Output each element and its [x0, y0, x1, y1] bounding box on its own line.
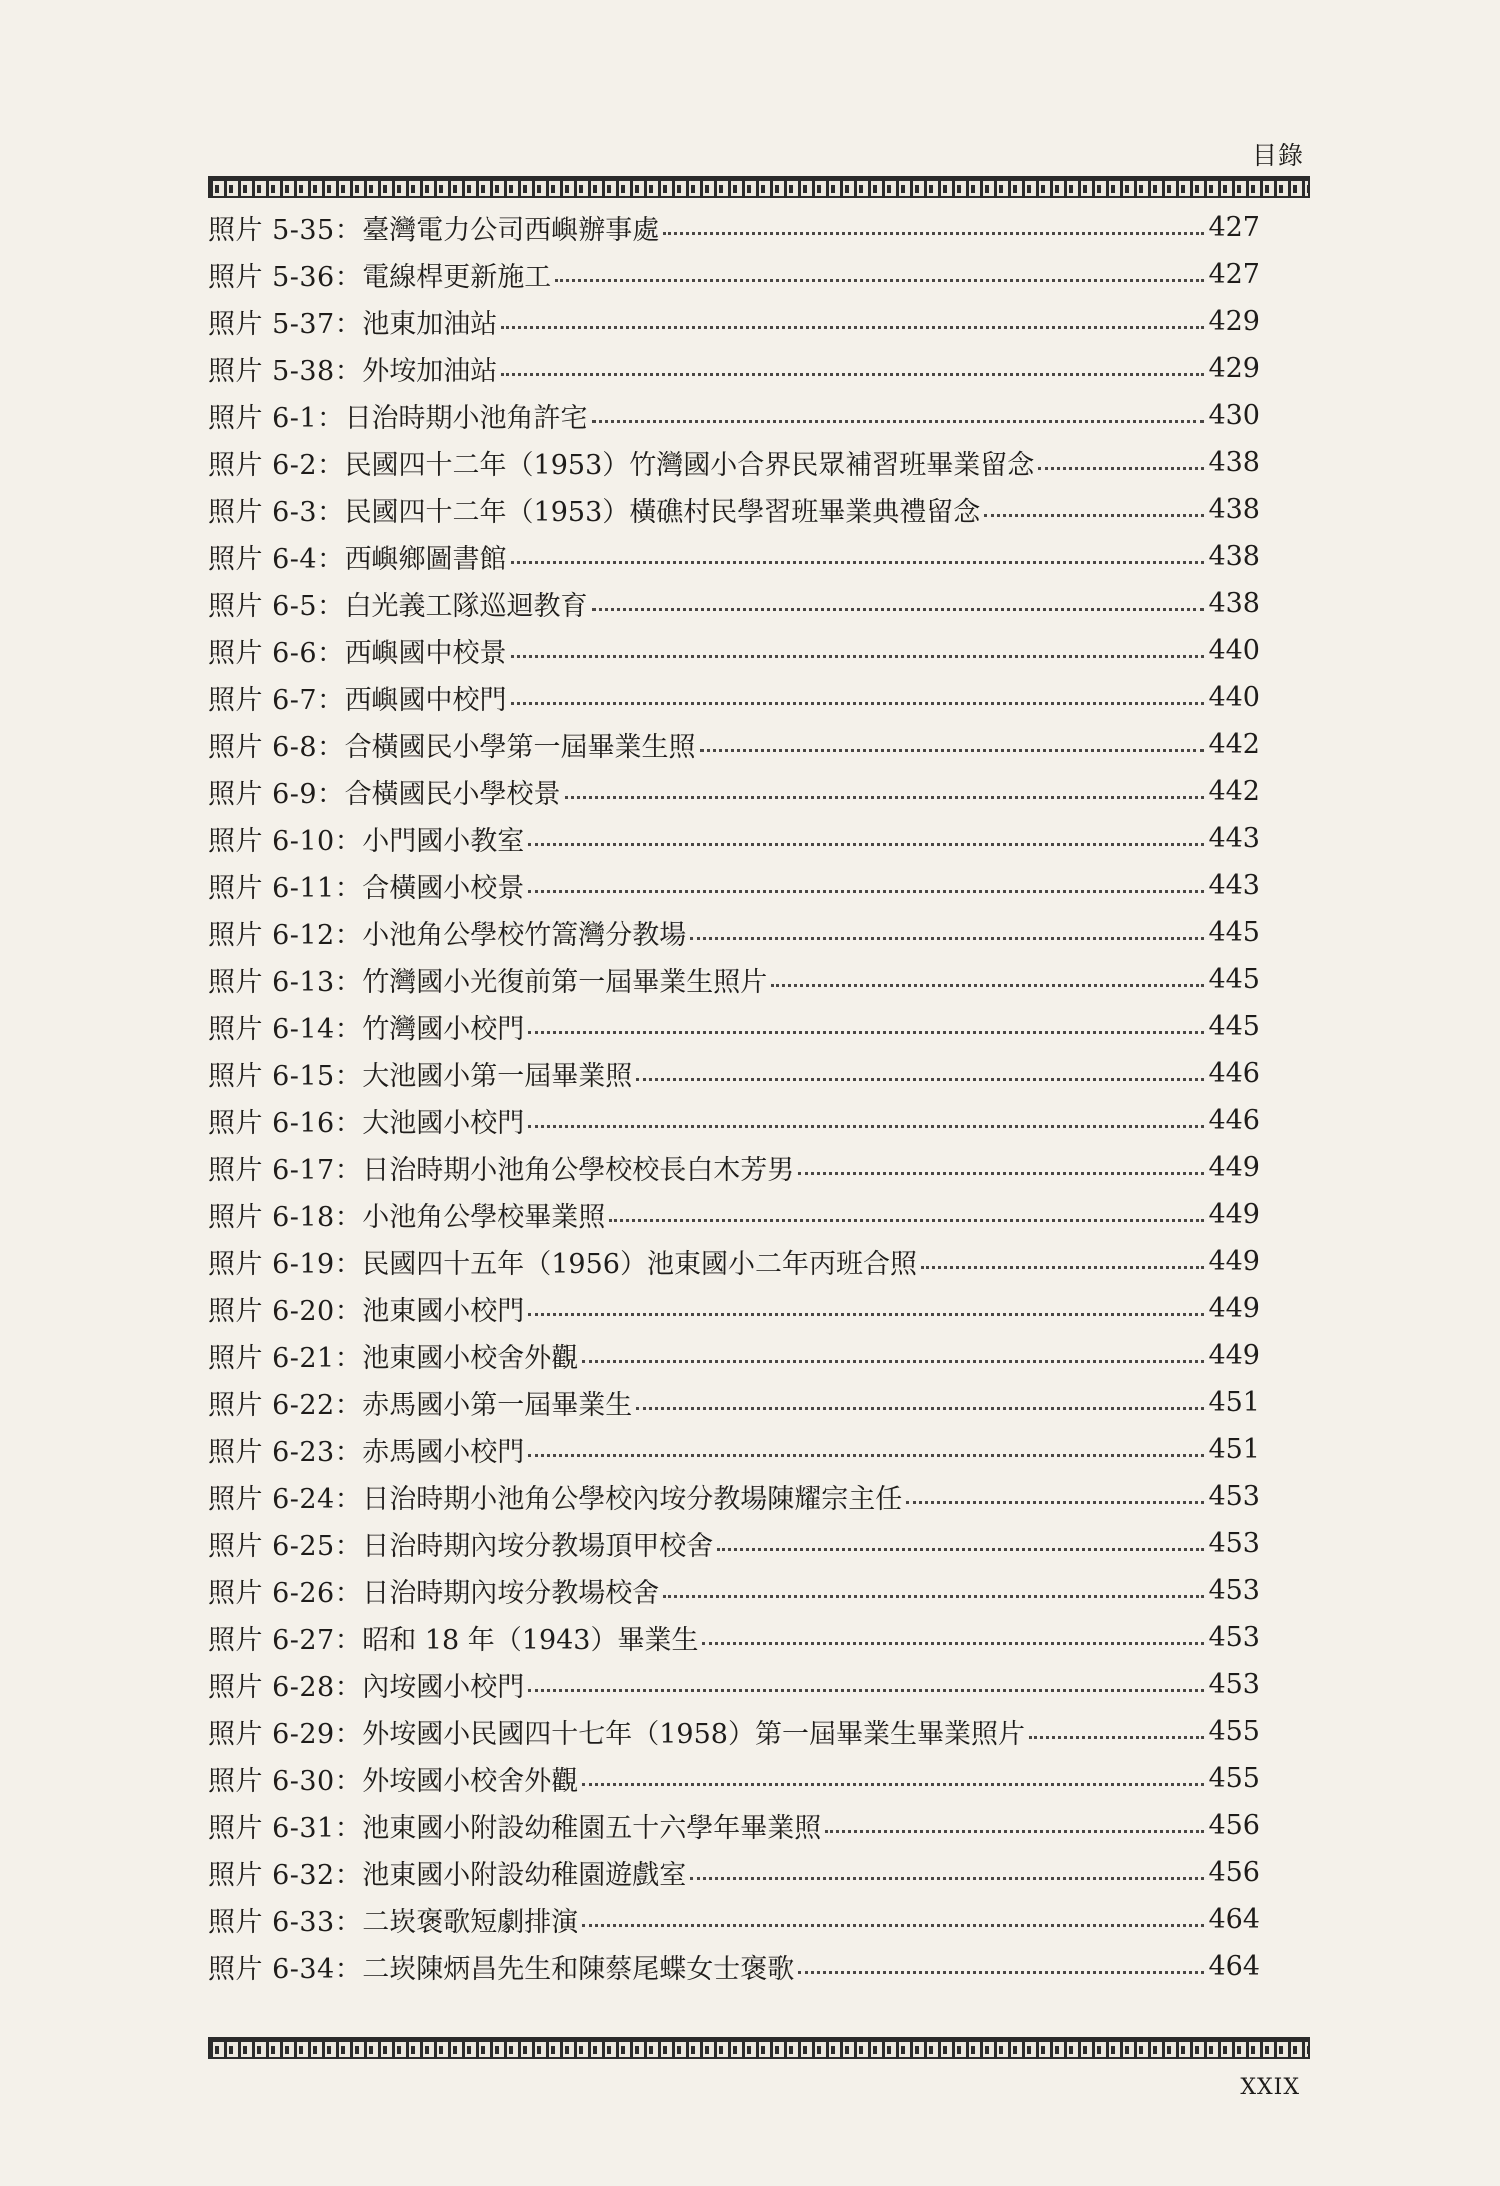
toc-entry: [208, 1003, 1260, 1050]
toc-entry-label: 照片 6-7：: [208, 685, 345, 716]
toc-entry-label: 照片 6-2：: [208, 450, 345, 481]
toc-entry: [208, 1144, 1260, 1191]
toc-entry-title: 日治時期小池角許宅: [344, 403, 588, 434]
toc-entry: [208, 392, 1260, 439]
dot-leader: [528, 1125, 1204, 1128]
toc-entry-label: 照片 6-32：: [208, 1860, 363, 1891]
toc-entry-title: 赤馬國小第一屆畢業生: [362, 1390, 633, 1421]
toc-entry: [208, 345, 1260, 392]
toc-entry-page: 438: [1208, 588, 1260, 619]
dot-leader: [663, 232, 1204, 235]
toc-entry-label: 照片 6-26：: [208, 1578, 363, 1609]
toc-entry-label: 照片 6-19：: [208, 1249, 363, 1280]
dot-leader: [511, 702, 1205, 705]
toc-entry-label: 照片 6-27：: [208, 1625, 363, 1656]
toc-entry-page: 438: [1208, 447, 1260, 478]
dot-leader: [1029, 1736, 1204, 1739]
toc-entry-label: 照片 6-25：: [208, 1531, 363, 1562]
toc-entry: [208, 1567, 1260, 1614]
toc-entry-label: 照片 5-38：: [208, 356, 363, 387]
toc-entry-label: 照片 6-17：: [208, 1155, 363, 1186]
dot-leader: [555, 279, 1204, 282]
toc-entry-page: 453: [1208, 1575, 1260, 1606]
dot-leader: [700, 749, 1205, 752]
dot-leader: [511, 655, 1205, 658]
dot-leader: [528, 843, 1204, 846]
toc-entry-label: 照片 6-13：: [208, 967, 363, 998]
toc-entry-label: 照片 6-29：: [208, 1719, 363, 1750]
toc-entry-title: 白光義工隊巡迴教育: [344, 591, 588, 622]
toc-entry: [208, 1708, 1260, 1755]
toc-entry-title: 日治時期內垵分教場校舍: [362, 1578, 660, 1609]
dot-leader: [1038, 467, 1204, 470]
toc-entry: [208, 862, 1260, 909]
toc-entry-label: 照片 6-30：: [208, 1766, 363, 1797]
toc-entry-title: 合橫國民小學第一屆畢業生照: [344, 732, 696, 763]
toc-entry-page: 438: [1208, 494, 1260, 525]
toc-entry-label: 照片 6-1：: [208, 403, 345, 434]
dot-leader: [501, 326, 1204, 329]
toc-entry-page: 440: [1208, 635, 1260, 666]
page-number: XXIX: [1240, 2075, 1300, 2100]
dot-leader: [690, 937, 1204, 940]
dot-leader: [511, 561, 1205, 564]
toc-entry: [208, 627, 1260, 674]
toc-entry: [208, 1285, 1260, 1332]
toc-entry-title: 外垵加油站: [362, 356, 498, 387]
toc-entry: [208, 1379, 1260, 1426]
toc-entry-page: 443: [1208, 823, 1260, 854]
toc-entry-title: 池東國小附設幼稚園五十六學年畢業照: [362, 1813, 822, 1844]
toc-entry-label: 照片 6-28：: [208, 1672, 363, 1703]
toc-entry: [208, 580, 1260, 627]
toc-entry-label: 照片 6-4：: [208, 544, 345, 575]
toc-entry: [208, 1332, 1260, 1379]
table-of-contents: [208, 204, 1260, 1990]
toc-entry-label: 照片 5-37：: [208, 309, 363, 340]
toc-entry-page: 449: [1208, 1246, 1260, 1277]
toc-entry-title: 民國四十二年（1953）橫礁村民學習班畢業典禮留念: [344, 497, 981, 528]
dot-leader: [528, 1689, 1204, 1692]
toc-entry-title: 昭和 18 年（1943）畢業生: [362, 1625, 699, 1656]
toc-entry-title: 臺灣電力公司西嶼辦事處: [362, 215, 660, 246]
toc-entry-title: 竹灣國小校門: [362, 1014, 525, 1045]
toc-entry-label: 照片 6-6：: [208, 638, 345, 669]
toc-entry: [208, 1802, 1260, 1849]
toc-entry: [208, 1238, 1260, 1285]
toc-entry-title: 西嶼國中校景: [344, 638, 507, 669]
toc-entry-title: 外垵國小校舍外觀: [362, 1766, 579, 1797]
toc-entry-title: 民國四十二年（1953）竹灣國小合界民眾補習班畢業留念: [344, 450, 1035, 481]
dot-leader: [702, 1642, 1204, 1645]
toc-entry-label: 照片 6-23：: [208, 1437, 363, 1468]
dot-leader: [528, 890, 1204, 893]
dot-leader: [582, 1360, 1204, 1363]
toc-entry-page: 427: [1208, 259, 1260, 290]
toc-entry: [208, 1473, 1260, 1520]
toc-entry-page: 455: [1208, 1763, 1260, 1794]
toc-entry-page: 446: [1208, 1058, 1260, 1089]
toc-entry-page: 453: [1208, 1481, 1260, 1512]
toc-entry-title: 合橫國小校景: [362, 873, 525, 904]
toc-entry-title: 日治時期內垵分教場頂甲校舍: [362, 1531, 714, 1562]
toc-entry-label: 照片 6-16：: [208, 1108, 363, 1139]
toc-entry: [208, 909, 1260, 956]
toc-entry-page: 443: [1208, 870, 1260, 901]
toc-entry: [208, 533, 1260, 580]
toc-entry-label: 照片 5-35：: [208, 215, 363, 246]
dot-leader: [582, 1783, 1204, 1786]
toc-entry-page: 449: [1208, 1340, 1260, 1371]
toc-entry-page: 449: [1208, 1293, 1260, 1324]
toc-entry-page: 464: [1208, 1951, 1260, 1982]
dot-leader: [798, 1971, 1204, 1974]
decorative-border-top: [208, 176, 1310, 198]
toc-entry-title: 池東國小附設幼稚園遊戲室: [362, 1860, 687, 1891]
toc-entry-page: 442: [1208, 776, 1260, 807]
dot-leader: [582, 1924, 1204, 1927]
toc-entry: [208, 674, 1260, 721]
toc-entry-title: 二崁褒歌短劇排演: [362, 1907, 579, 1938]
dot-leader: [592, 608, 1205, 611]
toc-entry: [208, 1661, 1260, 1708]
toc-entry-label: 照片 6-14：: [208, 1014, 363, 1045]
toc-entry-label: 照片 6-31：: [208, 1813, 363, 1844]
dot-leader: [906, 1501, 1204, 1504]
toc-entry-label: 照片 6-8：: [208, 732, 345, 763]
dot-leader: [717, 1548, 1204, 1551]
toc-entry-page: 453: [1208, 1622, 1260, 1653]
toc-entry: [208, 1520, 1260, 1567]
header-title: 目錄: [1251, 141, 1304, 170]
toc-entry-page: 446: [1208, 1105, 1260, 1136]
toc-entry: [208, 1097, 1260, 1144]
toc-entry-page: 429: [1208, 306, 1260, 337]
toc-entry-label: 照片 6-22：: [208, 1390, 363, 1421]
toc-entry: [208, 251, 1260, 298]
toc-entry-label: 照片 6-20：: [208, 1296, 363, 1327]
toc-entry-page: 451: [1208, 1434, 1260, 1465]
toc-entry-page: 445: [1208, 917, 1260, 948]
toc-entry-page: 453: [1208, 1528, 1260, 1559]
toc-entry-title: 合橫國民小學校景: [344, 779, 561, 810]
toc-entry-page: 456: [1208, 1810, 1260, 1841]
dot-leader: [565, 796, 1205, 799]
toc-entry: [208, 768, 1260, 815]
toc-entry-label: 照片 5-36：: [208, 262, 363, 293]
toc-entry-label: 照片 6-5：: [208, 591, 345, 622]
toc-entry-label: 照片 6-24：: [208, 1484, 363, 1515]
toc-entry-page: 445: [1208, 1011, 1260, 1042]
toc-entry: [208, 1050, 1260, 1097]
toc-entry-title: 民國四十五年（1956）池東國小二年丙班合照: [362, 1249, 917, 1280]
toc-entry-label: 照片 6-9：: [208, 779, 345, 810]
dot-leader: [921, 1266, 1204, 1269]
toc-entry-title: 池東國小校門: [362, 1296, 525, 1327]
toc-entry-title: 二崁陳炳昌先生和陳蔡尾蝶女士褒歌: [362, 1954, 795, 1985]
toc-entry-title: 外垵國小民國四十七年（1958）第一屆畢業生畢業照片: [362, 1719, 1025, 1750]
toc-entry-title: 池東國小校舍外觀: [362, 1343, 579, 1374]
toc-entry-label: 照片 6-11：: [208, 873, 363, 904]
dot-leader: [798, 1172, 1204, 1175]
dot-leader: [690, 1877, 1204, 1880]
toc-entry: [208, 1426, 1260, 1473]
toc-entry-page: 430: [1208, 400, 1260, 431]
toc-entry-title: 小池角公學校竹篙灣分教場: [362, 920, 687, 951]
decorative-border-bottom: [208, 2037, 1310, 2059]
toc-entry: [208, 815, 1260, 862]
dot-leader: [984, 514, 1204, 517]
toc-entry-title: 西嶼鄉圖書館: [344, 544, 507, 575]
toc-entry-title: 日治時期小池角公學校校長白木芳男: [362, 1155, 795, 1186]
toc-entry-page: 429: [1208, 353, 1260, 384]
toc-entry-title: 大池國小第一屆畢業照: [362, 1061, 633, 1092]
toc-entry-page: 451: [1208, 1387, 1260, 1418]
toc-entry-page: 440: [1208, 682, 1260, 713]
toc-entry-title: 赤馬國小校門: [362, 1437, 525, 1468]
toc-entry-page: 427: [1208, 212, 1260, 243]
toc-entry-label: 照片 6-15：: [208, 1061, 363, 1092]
toc-entry-page: 464: [1208, 1904, 1260, 1935]
toc-entry: [208, 956, 1260, 1003]
dot-leader: [636, 1078, 1204, 1081]
toc-entry-title: 大池國小校門: [362, 1108, 525, 1139]
dot-leader: [636, 1407, 1204, 1410]
toc-entry-page: 438: [1208, 541, 1260, 572]
toc-entry-label: 照片 6-3：: [208, 497, 345, 528]
dot-leader: [528, 1031, 1204, 1034]
toc-entry: [208, 486, 1260, 533]
toc-entry-page: 442: [1208, 729, 1260, 760]
toc-entry: [208, 1614, 1260, 1661]
toc-entry-page: 456: [1208, 1857, 1260, 1888]
toc-entry-title: 小池角公學校畢業照: [362, 1202, 606, 1233]
dot-leader: [592, 420, 1205, 423]
toc-entry-label: 照片 6-18：: [208, 1202, 363, 1233]
toc-entry: [208, 1849, 1260, 1896]
dot-leader: [528, 1313, 1204, 1316]
dot-leader: [528, 1454, 1204, 1457]
toc-entry: [208, 439, 1260, 486]
toc-entry-title: 電線桿更新施工: [362, 262, 552, 293]
toc-entry-title: 竹灣國小光復前第一屆畢業生照片: [362, 967, 768, 998]
toc-entry-page: 449: [1208, 1152, 1260, 1183]
toc-entry-title: 西嶼國中校門: [344, 685, 507, 716]
toc-entry-page: 449: [1208, 1199, 1260, 1230]
toc-entry-label: 照片 6-21：: [208, 1343, 363, 1374]
toc-entry-title: 內垵國小校門: [362, 1672, 525, 1703]
toc-entry: [208, 721, 1260, 768]
dot-leader: [825, 1830, 1204, 1833]
dot-leader: [663, 1595, 1204, 1598]
toc-entry: [208, 1943, 1260, 1990]
toc-entry-label: 照片 6-10：: [208, 826, 363, 857]
toc-entry-label: 照片 6-12：: [208, 920, 363, 951]
toc-entry-page: 453: [1208, 1669, 1260, 1700]
dot-leader: [771, 984, 1204, 987]
toc-entry: [208, 1896, 1260, 1943]
toc-entry-label: 照片 6-33：: [208, 1907, 363, 1938]
toc-entry-page: 455: [1208, 1716, 1260, 1747]
toc-entry-title: 池東加油站: [362, 309, 498, 340]
toc-entry-title: 日治時期小池角公學校內垵分教場陳耀宗主任: [362, 1484, 903, 1515]
toc-entry-label: 照片 6-34：: [208, 1954, 363, 1985]
toc-entry: [208, 298, 1260, 345]
dot-leader: [501, 373, 1204, 376]
toc-entry: [208, 1755, 1260, 1802]
toc-entry: [208, 1191, 1260, 1238]
toc-entry: [208, 204, 1260, 251]
toc-entry-page: 445: [1208, 964, 1260, 995]
toc-entry-title: 小門國小教室: [362, 826, 525, 857]
dot-leader: [609, 1219, 1204, 1222]
